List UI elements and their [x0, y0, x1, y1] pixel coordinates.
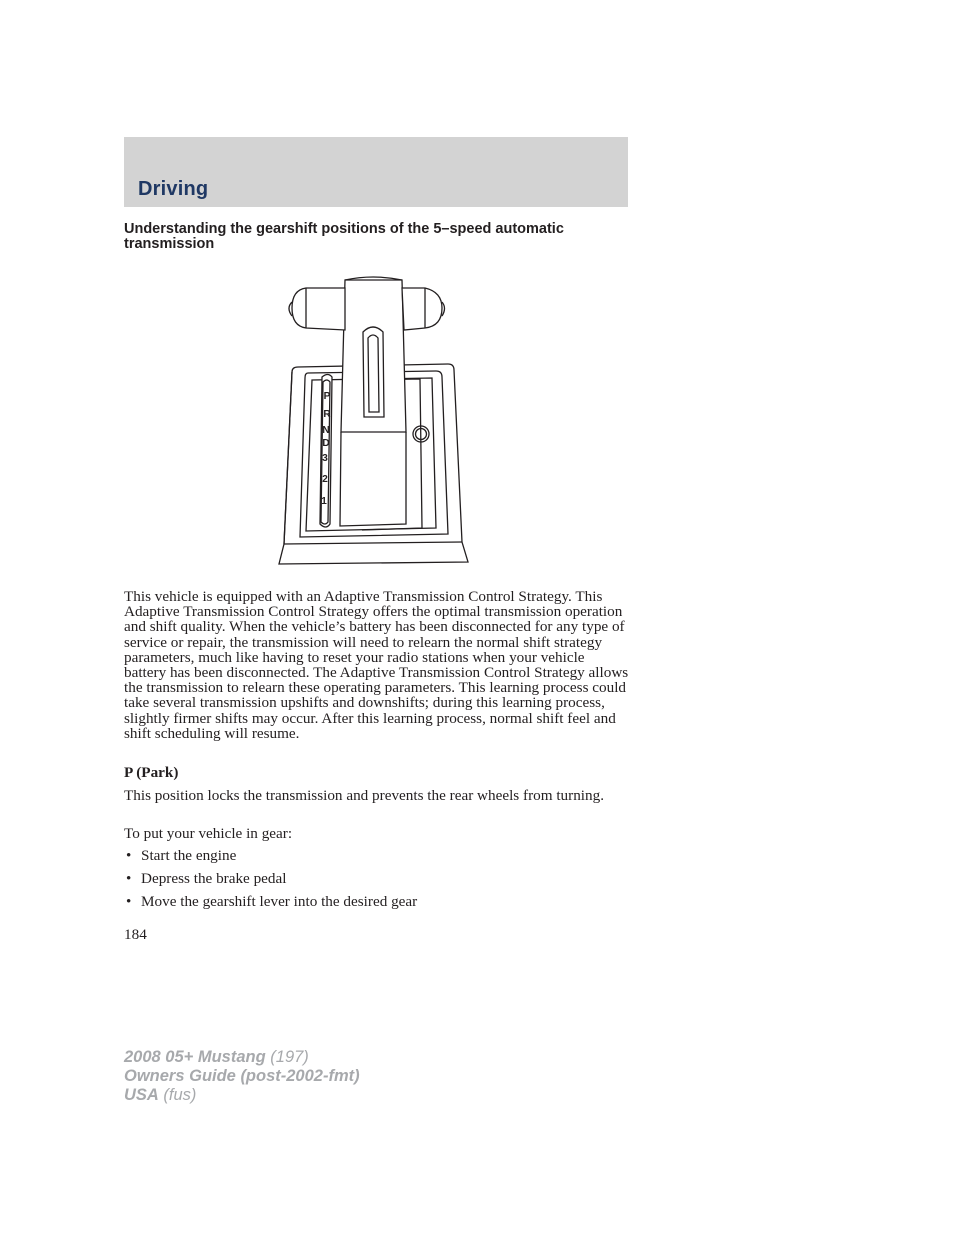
gate-label-1: 1 — [321, 496, 327, 507]
gate-label-2: 2 — [322, 474, 328, 485]
list-item: • Start the engine — [126, 847, 237, 864]
gearshift-illustration — [270, 272, 480, 572]
intro-paragraph: This vehicle is equipped with an Adaptive Transmission Control Strategy. This Adaptive Transmission Control Strategy offers the optimal transmission operation and shift quality. When the vehicle’s battery has been disconnected for any type of service or repair, the transmission will need to relearn the normal shift strategy parameters, much like having to reset your radio stations when your vehicle battery has been disconnected. The Adaptive Transmission Control Strategy allows the transmission to relearn these operating parameters. This learning process could take several transmission upshifts and downshifts; during this learning process, slightly firmer shifts may occur. After this learning process, normal shift feel and shift scheduling will resume. — [124, 588, 629, 742]
gear-intro-paragraph: To put your vehicle in gear: — [124, 825, 293, 842]
bullet-icon: • — [126, 870, 132, 887]
section-heading: Understanding the gearshift positions of the 5–speed automatic transmission — [124, 221, 564, 252]
gear-steps-list — [124, 848, 630, 917]
gate-label-p: P — [323, 391, 331, 402]
gate-label-d: D — [322, 438, 330, 449]
page-number: 184 — [124, 926, 147, 943]
footer-line-2: Owners Guide (post-2002-fmt) — [124, 1067, 360, 1085]
gearshift-diagram — [270, 272, 480, 572]
section-title: Driving — [138, 178, 209, 200]
bullet-icon: • — [126, 847, 132, 864]
footer-line-1: 2008 05+ Mustang (197) — [124, 1048, 309, 1066]
section-header-band — [124, 137, 628, 207]
list-item: • Move the gearshift lever into the desired gear — [126, 893, 418, 910]
gate-label-3: 3 — [322, 453, 328, 464]
gate-label-r: R — [323, 409, 331, 420]
park-heading: P (Park) — [124, 764, 179, 781]
document-footer — [124, 1048, 360, 1105]
bullet-icon: • — [126, 893, 132, 910]
footer-line-3: USA (fus) — [124, 1086, 197, 1104]
list-item: • Depress the brake pedal — [126, 870, 287, 887]
gate-label-n: N — [322, 425, 330, 436]
park-paragraph: This position locks the transmission and prevents the rear wheels from turning. — [124, 787, 605, 804]
